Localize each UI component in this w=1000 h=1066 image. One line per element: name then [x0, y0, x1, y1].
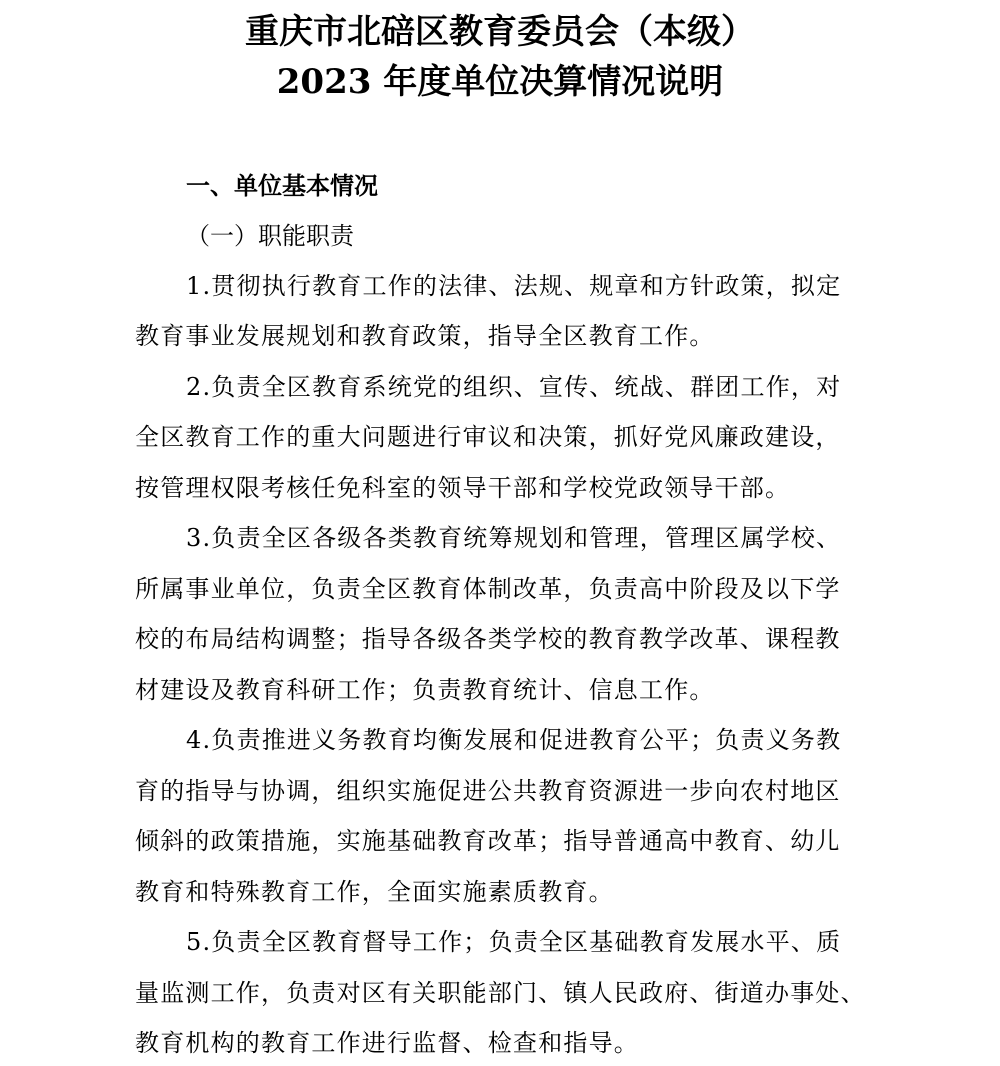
paragraph-line: 5.负责全区教育督导工作；负责全区基础教育发展水平、质	[186, 928, 842, 956]
section-heading: 一、单位基本情况	[186, 172, 378, 200]
paragraph-line: 倾斜的政策措施，实施基础教育改革；指导普通高中教育、幼儿	[135, 827, 841, 855]
paragraph-line: 校的布局结构调整；指导各级各类学校的教育教学改革、课程教	[135, 625, 841, 653]
paragraph-line: 全区教育工作的重大问题进行审议和决策，抓好党风廉政建设，	[135, 423, 841, 451]
paragraph-line: 教育和特殊教育工作，全面实施素质教育。	[135, 878, 614, 906]
paragraph-line: 所属事业单位，负责全区教育体制改革，负责高中阶段及以下学	[135, 575, 841, 603]
paragraph-line: 按管理权限考核任免科室的领导干部和学校党政领导干部。	[135, 474, 791, 502]
paragraph-line: 材建设及教育科研工作；负责教育统计、信息工作。	[135, 676, 715, 704]
paragraph-line: 2.负责全区教育系统党的组织、宣传、统战、群团工作，对	[186, 373, 842, 401]
paragraph-line: 3.负责全区各级各类教育统筹规划和管理，管理区属学校、	[186, 524, 842, 552]
paragraph-line: 教育事业发展规划和教育政策，指导全区教育工作。	[135, 322, 715, 350]
paragraph-line: 育的指导与协调，组织实施促进公共教育资源进一步向农村地区	[135, 777, 841, 805]
paragraph-line: 1.贯彻执行教育工作的法律、法规、规章和方针政策，拟定	[186, 272, 842, 300]
paragraph-line: 教育机构的教育工作进行监督、检查和指导。	[135, 1029, 639, 1057]
document-title-line-2: 2023 年度单位决算情况说明	[276, 62, 724, 102]
subsection-heading: （一）职能职责	[186, 222, 354, 250]
paragraph-line: 量监测工作，负责对区有关职能部门、镇人民政府、街道办事处、	[135, 979, 866, 1007]
document-title-line-1: 重庆市北碚区教育委员会（本级）	[245, 12, 755, 52]
paragraph-line: 4.负责推进义务教育均衡发展和促进教育公平；负责义务教	[186, 726, 842, 754]
